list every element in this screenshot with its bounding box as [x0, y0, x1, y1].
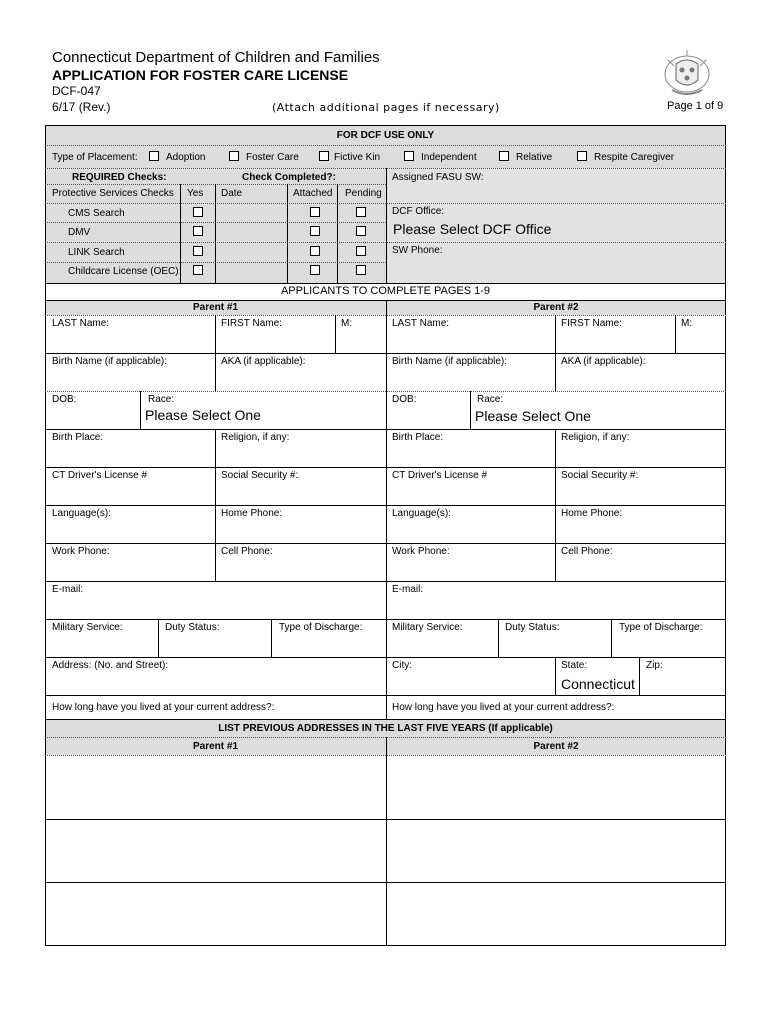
p2-birth-place-label: Birth Place:	[392, 432, 444, 443]
sw-phone-field[interactable]	[440, 243, 724, 282]
p2-aka-label: AKA (if applicable):	[561, 356, 646, 367]
p1-discharge-label: Type of Discharge:	[279, 622, 363, 633]
col-pending: Pending	[345, 188, 382, 199]
p1-ssn-field[interactable]	[216, 482, 385, 504]
p2-mi-label: M:	[681, 318, 693, 329]
required-checks-label: REQUIRED Checks:	[72, 172, 167, 183]
p2-race-select[interactable]: Please Select One	[475, 408, 591, 424]
dcf-use-title: FOR DCF USE ONLY	[336, 130, 435, 141]
placement-relative-checkbox[interactable]	[499, 151, 509, 161]
p1-mi-label: M:	[341, 318, 353, 329]
p1-last-name-field[interactable]	[46, 330, 214, 352]
previous-title: LIST PREVIOUS ADDRESSES IN THE LAST FIVE YEARS (If applicable)	[218, 723, 553, 734]
p2-discharge-field[interactable]	[613, 634, 725, 656]
oec-pending-checkbox[interactable]	[356, 265, 366, 275]
p2-cell-phone-field[interactable]	[556, 558, 725, 580]
p1-last-name-label: LAST Name:	[52, 318, 110, 329]
p1-religion-label: Religion, if any:	[221, 432, 290, 443]
p1-email-field[interactable]	[46, 596, 385, 618]
link-pending-checkbox[interactable]	[356, 246, 366, 256]
p1-license-field[interactable]	[46, 482, 214, 504]
placement-option: Foster Care	[246, 152, 299, 163]
zip-field[interactable]	[641, 672, 725, 694]
p1-first-name-field[interactable]	[216, 330, 334, 352]
p1-duty-field[interactable]	[160, 634, 270, 656]
p2-aka-field[interactable]	[556, 368, 725, 390]
p2-discharge-label: Type of Discharge:	[619, 622, 703, 633]
previous-parent2-header: Parent #2	[533, 741, 579, 752]
placement-option: Independent	[421, 152, 477, 163]
p1-ssn-label: Social Security #:	[221, 470, 299, 481]
p2-home-phone-field[interactable]	[556, 520, 725, 542]
p2-ssn-field[interactable]	[556, 482, 725, 504]
p1-birth-name-field[interactable]	[46, 368, 214, 390]
col-protective: Protective Services Checks	[52, 188, 174, 199]
sw-phone-label: SW Phone:	[392, 245, 443, 256]
p1-birth-place-field[interactable]	[46, 444, 214, 466]
assigned-fasu-field[interactable]	[480, 169, 724, 183]
link-date-field[interactable]	[216, 243, 286, 261]
p2-duty-label: Duty Status:	[505, 622, 560, 633]
p2-home-phone-label: Home Phone:	[561, 508, 623, 519]
p2-birth-name-field[interactable]	[387, 368, 554, 390]
p2-religion-label: Religion, if any:	[561, 432, 630, 443]
check-dmv-label: DMV	[68, 227, 91, 238]
p1-military-field[interactable]	[46, 634, 157, 656]
p2-last-name-label: LAST Name:	[392, 318, 450, 329]
placement-fictive-kin-checkbox[interactable]	[319, 151, 329, 161]
zip-label: Zip:	[646, 660, 663, 671]
p1-email-label: E-mail:	[52, 584, 84, 595]
parent2-header: Parent #2	[533, 302, 579, 313]
p2-previous-address-3[interactable]	[387, 883, 725, 945]
p1-home-phone-label: Home Phone:	[221, 508, 283, 519]
p1-birth-place-label: Birth Place:	[52, 432, 104, 443]
city-field[interactable]	[387, 672, 554, 694]
col-attached: Attached	[293, 188, 333, 199]
attach-note: (Attach additional pages if necessary)	[272, 101, 500, 114]
applicants-title: APPLICANTS TO COMPLETE PAGES 1-9	[280, 285, 491, 297]
p2-last-name-field[interactable]	[387, 330, 554, 352]
placement-respite-checkbox[interactable]	[577, 151, 587, 161]
p1-dob-label: DOB:	[52, 394, 77, 405]
p2-birth-name-label: Birth Name (if applicable):	[392, 356, 508, 367]
p1-home-phone-field[interactable]	[216, 520, 385, 542]
check-cms-label: CMS Search	[68, 208, 125, 219]
p2-license-field[interactable]	[387, 482, 554, 504]
p1-aka-label: AKA (if applicable):	[221, 356, 306, 367]
col-yes: Yes	[187, 188, 204, 199]
p2-work-phone-label: Work Phone:	[392, 546, 450, 557]
dcf-office-label: DCF Office:	[392, 206, 445, 217]
p2-how-long-label: How long have you lived at your current address?:	[392, 702, 615, 713]
state-seal-icon	[658, 46, 716, 98]
p1-language-label: Language(s):	[52, 508, 111, 519]
p1-military-label: Military Service:	[52, 622, 123, 633]
state-label: State:	[561, 660, 588, 671]
p1-aka-field[interactable]	[216, 368, 385, 390]
p1-cell-phone-label: Cell Phone:	[221, 546, 273, 557]
dmv-attached-checkbox[interactable]	[310, 226, 320, 236]
dcf-office-select[interactable]: Please Select DCF Office	[393, 221, 552, 237]
placement-label: Type of Placement:	[52, 152, 138, 163]
placement-option: Respite Caregiver	[594, 152, 675, 163]
p2-military-label: Military Service:	[392, 622, 463, 633]
form-revision: 6/17 (Rev.)	[52, 100, 111, 114]
p2-race-label: Race:	[477, 394, 504, 405]
link-attached-checkbox[interactable]	[310, 246, 320, 256]
oec-yes-checkbox[interactable]	[193, 265, 203, 275]
placement-option: Relative	[516, 152, 553, 163]
p1-religion-field[interactable]	[216, 444, 385, 466]
p2-first-name-label: FIRST Name:	[561, 318, 622, 329]
p2-previous-address-1[interactable]	[387, 756, 725, 818]
dmv-yes-checkbox[interactable]	[193, 226, 203, 236]
p1-cell-phone-field[interactable]	[216, 558, 385, 580]
state-select[interactable]: Connecticut	[561, 676, 635, 692]
p1-birth-name-label: Birth Name (if applicable):	[52, 356, 168, 367]
p1-race-select[interactable]: Please Select One	[145, 407, 261, 423]
p2-email-field[interactable]	[387, 596, 725, 618]
p2-language-label: Language(s):	[392, 508, 451, 519]
p2-birth-place-field[interactable]	[387, 444, 554, 466]
dmv-date-field[interactable]	[216, 223, 286, 241]
p2-previous-address-2[interactable]	[387, 820, 725, 881]
agency-name: Connecticut Department of Children and Families	[52, 49, 380, 66]
p1-license-label: CT Driver's License #	[52, 470, 148, 481]
oec-attached-checkbox[interactable]	[310, 265, 320, 275]
previous-parent1-header: Parent #1	[192, 741, 239, 752]
form-title: APPLICATION FOR FOSTER CARE LICENSE	[52, 67, 349, 83]
address-field[interactable]	[46, 672, 385, 694]
address-label: Address: (No. and Street):	[52, 660, 169, 671]
oec-date-field[interactable]	[216, 263, 286, 282]
p1-first-name-label: FIRST Name:	[221, 318, 282, 329]
p2-mi-field[interactable]	[676, 330, 725, 352]
p1-dob-field[interactable]	[46, 406, 138, 428]
p2-first-name-field[interactable]	[556, 330, 674, 352]
p1-previous-address-1[interactable]	[46, 756, 385, 818]
link-yes-checkbox[interactable]	[193, 246, 203, 256]
p1-race-label: Race:	[148, 394, 175, 405]
p1-mi-field[interactable]	[336, 330, 385, 352]
parent1-header: Parent #1	[192, 302, 239, 313]
city-label: City:	[392, 660, 412, 671]
p1-previous-address-3[interactable]	[46, 883, 385, 945]
p1-work-phone-label: Work Phone:	[52, 546, 110, 557]
p2-cell-phone-label: Cell Phone:	[561, 546, 613, 557]
page-number: Page 1 of 9	[667, 100, 724, 112]
p2-language-field[interactable]	[387, 520, 554, 542]
p2-license-label: CT Driver's License #	[392, 470, 488, 481]
assigned-fasu-label: Assigned FASU SW:	[392, 172, 484, 183]
p2-dob-field[interactable]	[387, 406, 469, 428]
check-completed-label: Check Completed?:	[242, 172, 336, 183]
dmv-pending-checkbox[interactable]	[356, 226, 366, 236]
cms-yes-checkbox[interactable]	[193, 207, 203, 217]
p2-military-field[interactable]	[387, 634, 497, 656]
p2-email-label: E-mail:	[392, 584, 424, 595]
placement-option: Adoption	[166, 152, 206, 163]
cms-date-field[interactable]	[216, 204, 286, 221]
p1-how-long-label: How long have you lived at your current address?:	[52, 702, 275, 713]
check-oec-label: Childcare License (OEC)	[68, 266, 179, 277]
p2-dob-label: DOB:	[392, 394, 417, 405]
check-link-label: LINK Search	[68, 247, 125, 258]
cms-pending-checkbox[interactable]	[356, 207, 366, 217]
p1-duty-label: Duty Status:	[165, 622, 220, 633]
p1-previous-address-2[interactable]	[46, 820, 385, 881]
col-date: Date	[221, 188, 243, 199]
placement-option: Fictive Kin	[334, 152, 381, 163]
placement-independent-checkbox[interactable]	[404, 151, 414, 161]
form-number: DCF-047	[52, 84, 101, 98]
p2-religion-field[interactable]	[556, 444, 725, 466]
p2-work-phone-field[interactable]	[387, 558, 554, 580]
placement-adoption-checkbox[interactable]	[149, 151, 159, 161]
placement-foster-care-checkbox[interactable]	[229, 151, 239, 161]
p1-work-phone-field[interactable]	[46, 558, 214, 580]
cms-attached-checkbox[interactable]	[310, 207, 320, 217]
p1-language-field[interactable]	[46, 520, 214, 542]
p2-ssn-label: Social Security #:	[561, 470, 639, 481]
p1-discharge-field[interactable]	[273, 634, 385, 656]
p2-duty-field[interactable]	[500, 634, 610, 656]
